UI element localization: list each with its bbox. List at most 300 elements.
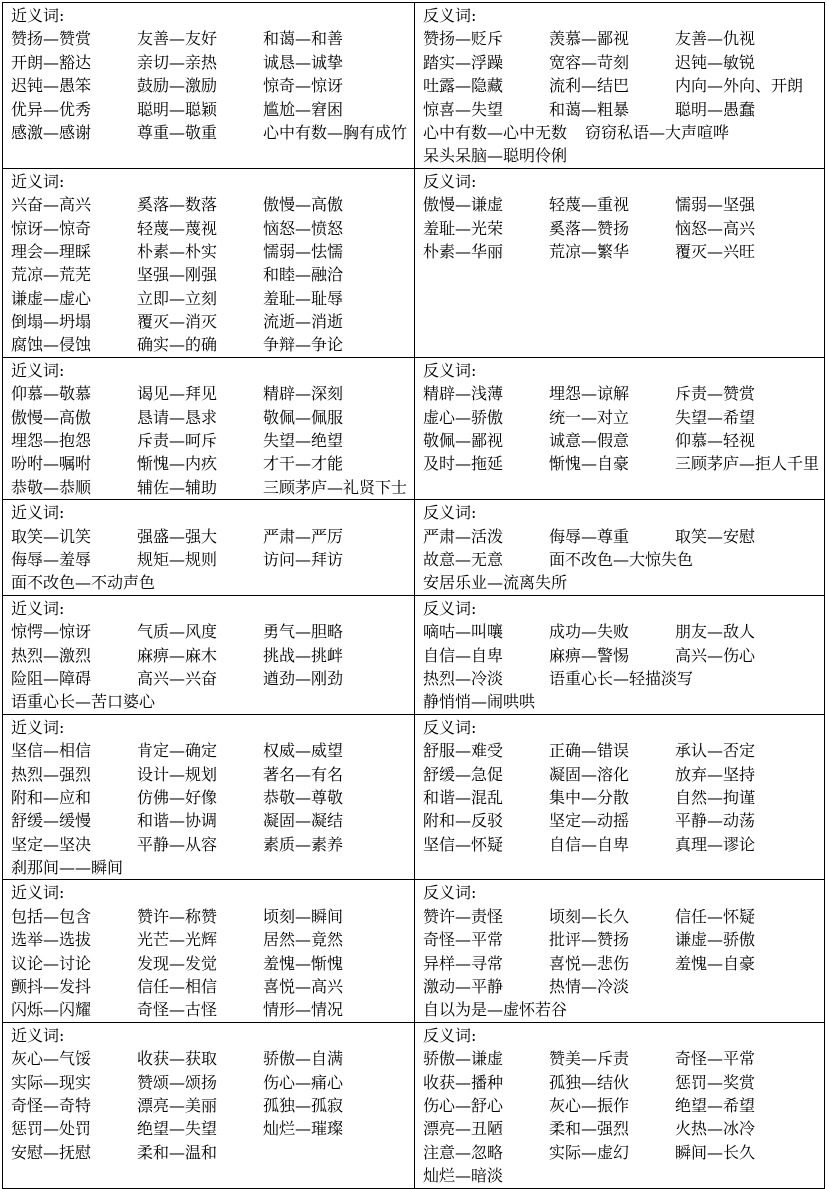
word-pair: 友善—友好 (137, 29, 218, 49)
word-pair: 诚恳—诚挚 (263, 52, 344, 72)
word-pair: 实际—现实 (11, 1072, 92, 1092)
word-pair: 居然—竟然 (263, 930, 344, 950)
word-line (11, 975, 414, 998)
synonyms-heading: 近义词: (11, 6, 65, 25)
word-pair: 奇怪—奇特 (11, 1095, 92, 1115)
word-line (11, 690, 414, 713)
synonyms-heading: 近义词: (11, 1025, 65, 1045)
section-row (3, 714, 825, 880)
synonyms-heading: 近义词: (11, 360, 65, 380)
section-row (3, 595, 825, 714)
word-pair: 批评—赞扬 (549, 930, 630, 950)
synonyms-heading: 近义词: (11, 883, 65, 903)
word-pair: 鼓励—激励 (137, 76, 218, 96)
word-pair: 朴素—华丽 (423, 241, 504, 261)
word-line (11, 856, 414, 879)
word-line (423, 952, 824, 975)
word-pair: 惊喜—失望 (423, 99, 504, 119)
word-line (11, 905, 414, 928)
word-pair: 安居乐业—流离失所 (423, 573, 568, 593)
word-pair: 发现—发觉 (137, 953, 218, 973)
word-pair: 埋怨—抱怨 (11, 431, 92, 451)
word-line (11, 406, 414, 429)
word-pair: 赞许—责怪 (423, 906, 504, 926)
antonyms-heading: 反义词: (423, 883, 477, 903)
word-pair: 敬佩—鄙视 (423, 431, 504, 451)
word-pair: 喜悦—高兴 (263, 977, 344, 997)
word-pair: 恭敬—恭顺 (11, 477, 92, 497)
word-pair: 热烈—冷淡 (423, 668, 504, 688)
word-pair: 侮辱—尊重 (549, 526, 630, 546)
word-pair: 赞美—斥责 (549, 1049, 630, 1069)
word-line (423, 786, 824, 809)
word-line (11, 51, 414, 74)
word-pair: 奚落—数落 (137, 195, 218, 215)
antonyms-heading: 反义词: (423, 717, 477, 737)
word-pair: 成功—失败 (549, 622, 630, 642)
antonyms-heading: 反义词: (423, 598, 477, 618)
word-pair: 荒凉—繁华 (549, 241, 630, 261)
word-pair: 倒塌—坍塌 (11, 312, 92, 332)
word-line (423, 240, 824, 263)
word-pair: 恭敬—尊敬 (263, 787, 344, 807)
word-line (423, 620, 824, 643)
word-pair: 语重心长—轻描淡写 (549, 668, 694, 688)
word-pair: 覆灭—兴旺 (675, 241, 756, 261)
word-line (423, 1094, 824, 1117)
antonyms-cell (415, 168, 825, 357)
word-line (11, 121, 414, 144)
antonyms-cell (415, 3, 825, 169)
word-line (11, 763, 414, 786)
word-pair: 真理—谬论 (675, 834, 756, 854)
word-pair: 坚信—怀疑 (423, 834, 504, 854)
word-line (423, 975, 824, 998)
word-pair: 气质—风度 (137, 622, 218, 642)
word-pair: 取笑—讥笑 (11, 526, 92, 546)
word-pair: 兴奋—高兴 (11, 195, 92, 215)
antonyms-heading: 反义词: (423, 171, 477, 191)
word-pair: 踏实—浮躁 (423, 52, 504, 72)
word-line (11, 620, 414, 643)
word-pair: 侮辱—羞辱 (11, 549, 92, 569)
word-pair: 选举—选拔 (11, 930, 92, 950)
word-pair: 腐蚀—侵蚀 (11, 335, 92, 355)
word-pair: 故意—无意 (423, 549, 504, 569)
word-table-body (3, 3, 825, 1189)
word-pair: 三顾茅庐—拒人千里 (675, 454, 820, 474)
word-line (423, 548, 824, 571)
word-line (11, 429, 414, 452)
synonyms-cell (3, 880, 415, 1022)
word-line (11, 193, 414, 216)
word-pair: 尴尬—窘困 (263, 99, 344, 119)
word-pair: 实际—虚幻 (549, 1142, 630, 1162)
word-pair: 惩罚—奖赏 (675, 1072, 756, 1092)
word-pair: 轻蔑—蔑视 (137, 218, 218, 238)
word-pair: 顷刻—长久 (549, 906, 630, 926)
word-pair: 注意—忽略 (423, 1142, 504, 1162)
synonyms-heading: 近义词: (11, 598, 65, 618)
word-line (423, 739, 824, 762)
word-line (423, 121, 824, 144)
word-line (423, 763, 824, 786)
word-pair: 埋怨—谅解 (549, 384, 630, 404)
word-pair: 严肃—严厉 (263, 526, 344, 546)
word-pair: 孤独—孤寂 (263, 1095, 344, 1115)
word-pair: 理会—理睬 (11, 241, 92, 261)
word-line (11, 786, 414, 809)
word-pair: 附和—反驳 (423, 811, 504, 831)
word-pair: 三顾茅庐—礼贤下士 (263, 477, 408, 497)
word-pair: 赞扬—赞赏 (11, 29, 92, 49)
word-line (11, 98, 414, 121)
section-row (3, 880, 825, 1022)
word-pair: 羞愧—自豪 (675, 953, 756, 973)
word-pair: 收获—播种 (423, 1072, 504, 1092)
word-pair: 规矩—规则 (137, 549, 218, 569)
word-line (11, 1141, 414, 1164)
word-pair: 瞬间—长久 (675, 1142, 756, 1162)
word-pair: 吩咐—嘱咐 (11, 454, 92, 474)
word-pair: 包括—包含 (11, 906, 92, 926)
antonyms-heading: 反义词: (423, 1025, 477, 1045)
word-pair: 肯定—确定 (137, 741, 218, 761)
word-pair: 麻痹—警惕 (549, 645, 630, 665)
word-line (423, 382, 824, 405)
word-pair: 骄傲—自满 (263, 1049, 344, 1069)
word-pair: 面不改色—不动声色 (11, 573, 156, 593)
word-line (423, 1141, 824, 1164)
antonyms-cell (415, 595, 825, 714)
word-pair: 强盛—强大 (137, 526, 218, 546)
synonyms-cell (3, 168, 415, 357)
word-pair: 绝望—失望 (137, 1119, 218, 1139)
word-pair: 自以为是—虚怀若谷 (423, 1000, 568, 1020)
word-pair: 聪明—聪颖 (137, 99, 218, 119)
word-pair: 仰慕—轻视 (675, 431, 756, 451)
word-line (423, 1071, 824, 1094)
word-line (423, 998, 824, 1021)
synonyms-cell (3, 595, 415, 714)
word-pair: 吐露—隐藏 (423, 76, 504, 96)
word-pair: 朴素—朴实 (137, 241, 218, 261)
word-line (11, 667, 414, 690)
word-pair: 敬佩—佩服 (263, 407, 344, 427)
word-pair: 热烈—激烈 (11, 645, 92, 665)
word-pair: 感激—感谢 (11, 122, 92, 142)
word-line (423, 51, 824, 74)
word-pair: 迟钝—愚笨 (11, 76, 92, 96)
word-line (11, 548, 414, 571)
word-pair: 骄傲—谦虚 (423, 1049, 504, 1069)
word-line (11, 525, 414, 548)
word-pair: 平静—动荡 (675, 811, 756, 831)
word-line (423, 217, 824, 240)
synonyms-heading: 近义词: (11, 717, 65, 737)
word-pair: 激动—平静 (423, 977, 504, 997)
word-pair: 光芒—光辉 (137, 930, 218, 950)
word-pair: 斥责—赞赏 (675, 384, 756, 404)
word-pair: 坚定—坚决 (11, 834, 92, 854)
word-pair: 热烈—强烈 (11, 764, 92, 784)
word-pair: 傲慢—高傲 (11, 407, 92, 427)
word-pair: 喜悦—悲伤 (549, 953, 630, 973)
word-line (11, 998, 414, 1021)
section-row (3, 3, 825, 169)
word-line (11, 287, 414, 310)
word-line (423, 406, 824, 429)
word-pair: 凝固—溶化 (549, 764, 630, 784)
word-pair: 惊奇—惊讶 (263, 76, 344, 96)
word-line (423, 98, 824, 121)
antonyms-cell (415, 500, 825, 596)
word-line (11, 217, 414, 240)
word-line (423, 193, 824, 216)
word-pair: 闪烁—闪耀 (11, 1000, 92, 1020)
word-line (11, 833, 414, 856)
word-pair: 仰慕—敬慕 (11, 384, 92, 404)
word-pair: 奇怪—平常 (675, 1049, 756, 1069)
word-pair: 谦虚—骄傲 (675, 930, 756, 950)
word-pair: 顷刻—瞬间 (263, 906, 344, 926)
word-pair: 严肃—活泼 (423, 526, 504, 546)
word-pair: 争辩—争论 (263, 335, 344, 355)
word-pair: 挑战—挑衅 (263, 645, 344, 665)
word-pair: 遒劲—刚劲 (263, 668, 344, 688)
word-pair: 傲慢—高傲 (263, 195, 344, 215)
word-pair: 险阻—障碍 (11, 668, 92, 688)
antonyms-cell (415, 714, 825, 880)
word-pair: 正确—错误 (549, 741, 630, 761)
word-pair: 火热—冰冷 (675, 1119, 756, 1139)
word-line (423, 525, 824, 548)
word-pair: 嘀咕—叫嚷 (423, 622, 504, 642)
word-pair: 安慰—抚慰 (11, 1142, 92, 1162)
word-pair: 孤独—结伙 (549, 1072, 630, 1092)
word-pair: 伤心—舒心 (423, 1095, 504, 1115)
word-line (11, 333, 414, 356)
word-line (11, 27, 414, 50)
word-pair: 羞愧—惭愧 (263, 953, 344, 973)
section-row (3, 168, 825, 357)
word-pair: 语重心长—苦口婆心 (11, 692, 156, 712)
word-line (423, 144, 824, 167)
word-pair: 窃窃私语—大声喧哗 (585, 122, 730, 142)
word-pair: 及时—拖延 (423, 454, 504, 474)
word-line (11, 1047, 414, 1070)
word-pair: 异样—寻常 (423, 953, 504, 973)
word-pair: 朋友—敌人 (675, 622, 756, 642)
word-pair: 自然—拘谨 (675, 787, 756, 807)
word-pair: 内向—外向、开朗 (675, 76, 804, 96)
word-pair: 羞耻—光荣 (423, 218, 504, 238)
word-pair: 高兴—兴奋 (137, 668, 218, 688)
word-line (423, 429, 824, 452)
word-pair: 呆头呆脑—聪明伶俐 (423, 146, 568, 166)
word-pair: 信任—怀疑 (675, 906, 756, 926)
word-pair: 舒缓—缓慢 (11, 811, 92, 831)
word-pair: 精辟—浅薄 (423, 384, 504, 404)
word-pair: 惊愕—惊讶 (11, 622, 92, 642)
word-pair: 开朗—豁达 (11, 52, 92, 72)
word-pair: 附和—应和 (11, 787, 92, 807)
word-pair: 舒缓—急促 (423, 764, 504, 784)
word-pair: 情形—情况 (263, 1000, 344, 1020)
word-pair: 麻痹—麻木 (137, 645, 218, 665)
word-pair: 自信—自卑 (423, 645, 504, 665)
section-row (3, 357, 825, 499)
word-pair: 平静—从容 (137, 834, 218, 854)
word-pair: 聪明—愚蠢 (675, 99, 756, 119)
word-pair: 谒见—拜见 (137, 384, 218, 404)
word-pair: 议论—讨论 (11, 953, 92, 973)
word-line (423, 905, 824, 928)
word-pair: 取笑—安慰 (675, 526, 756, 546)
word-pair: 恼怒—愤怒 (263, 218, 344, 238)
word-pair: 坚强—刚强 (137, 265, 218, 285)
word-pair: 恳请—恳求 (137, 407, 218, 427)
word-line (423, 667, 824, 690)
word-pair: 和睦—融洽 (263, 265, 344, 285)
word-pair: 著名—有名 (263, 764, 344, 784)
word-pair: 勇气—胆略 (263, 622, 344, 642)
word-pair: 柔和—强烈 (549, 1119, 630, 1139)
word-pair: 懦弱—怯懦 (263, 241, 344, 261)
word-pair: 失望—希望 (675, 407, 756, 427)
word-pair: 虚心—骄傲 (423, 407, 504, 427)
synonyms-cell (3, 714, 415, 880)
word-line (423, 1117, 824, 1140)
word-pair: 奇怪—平常 (423, 930, 504, 950)
word-pair: 集中—分散 (549, 787, 630, 807)
word-line (423, 452, 824, 475)
word-pair: 设计—规划 (137, 764, 218, 784)
word-pair: 统一—对立 (549, 407, 630, 427)
word-pair: 惩罚—处罚 (11, 1119, 92, 1139)
word-pair: 惊讶—惊奇 (11, 218, 92, 238)
synonyms-cell (3, 1022, 415, 1188)
word-pair: 高兴—伤心 (675, 645, 756, 665)
word-pair: 流逝—消逝 (263, 312, 344, 332)
word-line (11, 1071, 414, 1094)
word-pair: 亲切—亲热 (137, 52, 218, 72)
word-pair: 漂亮—美丽 (137, 1095, 218, 1115)
word-pair: 面不改色—大惊失色 (549, 549, 694, 569)
word-line (11, 452, 414, 475)
word-line (11, 571, 414, 594)
word-pair: 赞许—称赞 (137, 906, 218, 926)
word-pair: 诚意—假意 (549, 431, 630, 451)
word-pair: 承认—否定 (675, 741, 756, 761)
antonyms-cell (415, 1022, 825, 1188)
word-pair: 奇怪—古怪 (137, 1000, 218, 1020)
word-pair: 轻蔑—重视 (549, 195, 630, 215)
word-pair: 优异—优秀 (11, 99, 92, 119)
word-pair: 确实—的确 (137, 335, 218, 355)
word-pair: 刹那间——瞬间 (11, 858, 124, 878)
word-line (11, 382, 414, 405)
word-pair: 灿烂—暗淡 (423, 1166, 504, 1186)
word-pair: 覆灭—消灭 (137, 312, 218, 332)
word-pair: 仿佛—好像 (137, 787, 218, 807)
word-line (423, 74, 824, 97)
word-line (11, 644, 414, 667)
word-pair: 放弃—坚持 (675, 764, 756, 784)
word-line (423, 1164, 824, 1187)
synonyms-cell (3, 3, 415, 169)
word-pair: 舒服—难受 (423, 741, 504, 761)
word-pair: 恼怒—高兴 (675, 218, 756, 238)
word-pair: 伤心—痛心 (263, 1072, 344, 1092)
word-pair: 谦虚—虚心 (11, 288, 92, 308)
word-pair: 静悄悄—闹哄哄 (423, 692, 536, 712)
word-table (2, 2, 825, 1189)
word-line (11, 809, 414, 832)
word-line (11, 952, 414, 975)
word-pair: 和谐—混乱 (423, 787, 504, 807)
antonyms-cell (415, 880, 825, 1022)
word-pair: 立即—立刻 (137, 288, 218, 308)
word-line (11, 240, 414, 263)
word-line (423, 928, 824, 951)
word-line (423, 27, 824, 50)
word-pair: 柔和—温和 (137, 1142, 218, 1162)
word-line (11, 928, 414, 951)
synonyms-heading: 近义词: (11, 503, 65, 523)
word-pair: 羞耻—耻辱 (263, 288, 344, 308)
word-pair: 素质—素养 (263, 834, 344, 854)
word-line (423, 644, 824, 667)
word-pair: 和谐—协调 (137, 811, 218, 831)
word-pair: 辅佐—辅助 (137, 477, 218, 497)
section-row (3, 1022, 825, 1188)
word-pair: 斥责—呵斥 (137, 431, 218, 451)
word-pair: 迟钝—敏锐 (675, 52, 756, 72)
word-pair: 和蔼—和善 (263, 29, 344, 49)
section-row (3, 500, 825, 596)
word-line (11, 739, 414, 762)
word-pair: 傲慢—谦虚 (423, 195, 504, 215)
word-pair: 惭愧—内疚 (137, 454, 218, 474)
word-line (11, 1094, 414, 1117)
word-pair: 漂亮—丑陋 (423, 1119, 504, 1139)
synonyms-heading: 近义词: (11, 171, 65, 191)
word-pair: 赞扬—贬斥 (423, 29, 504, 49)
word-line (423, 1047, 824, 1070)
word-line (11, 476, 414, 499)
word-line (11, 1117, 414, 1140)
word-line (423, 833, 824, 856)
word-line (423, 571, 824, 594)
word-pair: 信任—相信 (137, 977, 218, 997)
word-line (423, 809, 824, 832)
word-line (11, 310, 414, 333)
word-pair: 颤抖—发抖 (11, 977, 92, 997)
word-pair: 才干—才能 (263, 454, 344, 474)
word-pair: 坚定—动摇 (549, 811, 630, 831)
word-pair: 懦弱—坚强 (675, 195, 756, 215)
word-pair: 收获—获取 (137, 1049, 218, 1069)
antonyms-heading: 反义词: (423, 360, 477, 380)
word-pair: 尊重—敬重 (137, 122, 218, 142)
word-pair: 友善—仇视 (675, 29, 756, 49)
word-pair: 奚落—赞扬 (549, 218, 630, 238)
word-pair: 惭愧—自豪 (549, 454, 630, 474)
antonyms-heading: 反义词: (423, 503, 477, 523)
word-pair: 荒凉—荒芜 (11, 265, 92, 285)
word-pair: 宽容—苛刻 (549, 52, 630, 72)
